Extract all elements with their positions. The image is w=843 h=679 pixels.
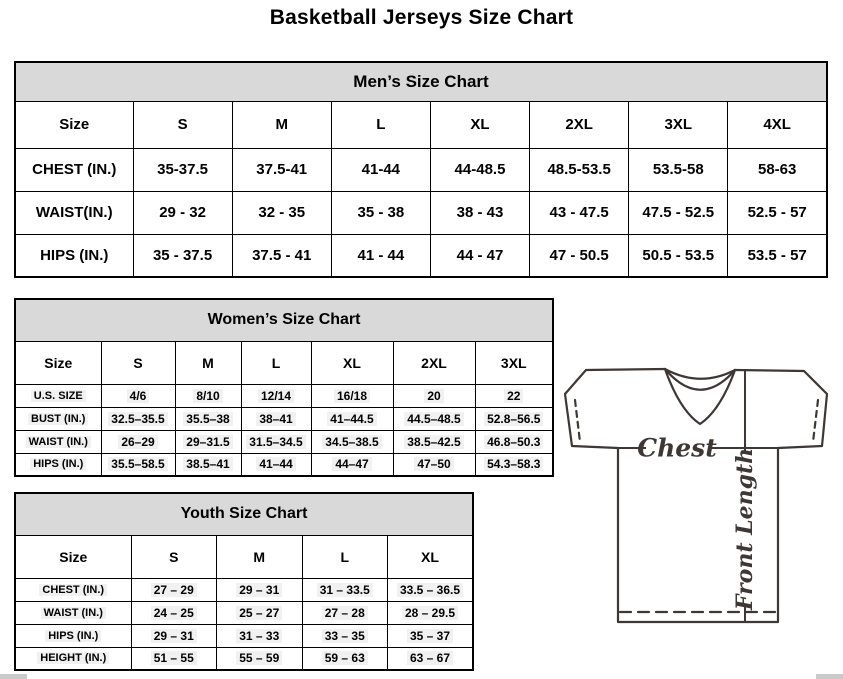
column-header: L bbox=[331, 101, 430, 148]
scrollbar-fragment-right[interactable] bbox=[816, 674, 843, 679]
table-cell: 32 - 35 bbox=[232, 191, 331, 234]
table-cell: 41–44.5 bbox=[311, 407, 393, 430]
row-label: BUST (IN.) bbox=[15, 407, 101, 430]
table-cell: 29–31.5 bbox=[175, 430, 241, 453]
table-cell: 38 - 43 bbox=[430, 191, 529, 234]
table-cell: 41 - 44 bbox=[331, 234, 430, 277]
column-header: 2XL bbox=[393, 341, 475, 384]
table-cell: 54.3–58.3 bbox=[475, 453, 553, 476]
table-cell: 38.5–41 bbox=[175, 453, 241, 476]
table-cell: 43 - 47.5 bbox=[530, 191, 629, 234]
table-cell: 35.5–38 bbox=[175, 407, 241, 430]
jersey-collar-back bbox=[665, 369, 735, 379]
table-cell: 31 – 33.5 bbox=[302, 578, 388, 601]
table-cell: 37.5-41 bbox=[232, 148, 331, 191]
table-cell: 32.5–35.5 bbox=[101, 407, 175, 430]
table-row bbox=[15, 148, 827, 191]
mens-chart-title: Men’s Size Chart bbox=[15, 62, 827, 101]
column-header: L bbox=[302, 535, 388, 578]
table-cell: 31 – 33 bbox=[217, 624, 303, 647]
table-cell: 52.5 - 57 bbox=[728, 191, 827, 234]
youth-size-chart-table bbox=[14, 492, 474, 671]
table-cell: 31.5–34.5 bbox=[241, 430, 311, 453]
column-header: M bbox=[175, 341, 241, 384]
table-cell: 47–50 bbox=[393, 453, 475, 476]
table-row bbox=[15, 234, 827, 277]
table-row bbox=[15, 601, 473, 624]
table-cell: 38.5–42.5 bbox=[393, 430, 475, 453]
table-cell: 58-63 bbox=[728, 148, 827, 191]
table-cell: 33.5 – 36.5 bbox=[388, 578, 474, 601]
row-label: HIPS (IN.) bbox=[15, 453, 101, 476]
sleeve-seam-dash-left bbox=[575, 400, 580, 442]
jersey-measurement-diagram bbox=[558, 358, 830, 624]
table-cell: 38–41 bbox=[241, 407, 311, 430]
column-header: Size bbox=[15, 535, 131, 578]
column-header: XL bbox=[311, 341, 393, 384]
table-cell: 41–44 bbox=[241, 453, 311, 476]
sleeve-seam-dash-right bbox=[813, 400, 818, 442]
table-cell: 44–47 bbox=[311, 453, 393, 476]
table-cell: 48.5-53.5 bbox=[530, 148, 629, 191]
table-cell: 35 – 37 bbox=[388, 624, 474, 647]
table-row bbox=[15, 384, 553, 407]
table-row bbox=[15, 191, 827, 234]
column-header: L bbox=[241, 341, 311, 384]
column-header: 3XL bbox=[475, 341, 553, 384]
column-header: M bbox=[217, 535, 303, 578]
table-row bbox=[15, 535, 473, 578]
table-cell: 4/6 bbox=[101, 384, 175, 407]
table-cell: 55 – 59 bbox=[217, 647, 303, 670]
table-cell: 26–29 bbox=[101, 430, 175, 453]
row-label: HIPS (IN.) bbox=[15, 234, 133, 277]
table-cell: 46.8–50.3 bbox=[475, 430, 553, 453]
table-cell: 35 - 38 bbox=[331, 191, 430, 234]
table-cell: 25 – 27 bbox=[217, 601, 303, 624]
column-header: Size bbox=[15, 101, 133, 148]
table-cell: 47.5 - 52.5 bbox=[629, 191, 728, 234]
table-cell: 51 – 55 bbox=[131, 647, 217, 670]
womens-chart-title: Women’s Size Chart bbox=[15, 299, 553, 341]
column-header: 4XL bbox=[728, 101, 827, 148]
table-row bbox=[15, 430, 553, 453]
table-cell: 8/10 bbox=[175, 384, 241, 407]
row-label: WAIST (IN.) bbox=[15, 430, 101, 453]
table-cell: 27 – 28 bbox=[302, 601, 388, 624]
table-cell: 16/18 bbox=[311, 384, 393, 407]
row-label: U.S. SIZE bbox=[15, 384, 101, 407]
table-cell: 27 – 29 bbox=[131, 578, 217, 601]
table-cell: 52.8–56.5 bbox=[475, 407, 553, 430]
front-length-label: Front Length bbox=[732, 447, 758, 611]
table-cell: 37.5 - 41 bbox=[232, 234, 331, 277]
table-cell: 12/14 bbox=[241, 384, 311, 407]
table-row bbox=[15, 578, 473, 601]
row-label: WAIST (IN.) bbox=[15, 601, 131, 624]
table-row bbox=[15, 624, 473, 647]
column-header: S bbox=[101, 341, 175, 384]
table-cell: 24 – 25 bbox=[131, 601, 217, 624]
table-cell: 29 – 31 bbox=[217, 578, 303, 601]
youth-chart-title: Youth Size Chart bbox=[15, 493, 473, 535]
table-cell: 28 – 29.5 bbox=[388, 601, 474, 624]
chest-label: Chest bbox=[637, 433, 717, 463]
column-header: S bbox=[133, 101, 232, 148]
table-cell: 63 – 67 bbox=[388, 647, 474, 670]
table-cell: 47 - 50.5 bbox=[530, 234, 629, 277]
page-title: Basketball Jerseys Size Chart bbox=[269, 6, 574, 29]
column-header: 3XL bbox=[629, 101, 728, 148]
jersey-vneck bbox=[665, 369, 735, 424]
table-cell: 33 – 35 bbox=[302, 624, 388, 647]
column-header: 2XL bbox=[530, 101, 629, 148]
table-cell: 50.5 - 53.5 bbox=[629, 234, 728, 277]
table-cell: 34.5–38.5 bbox=[311, 430, 393, 453]
row-label: CHEST (IN.) bbox=[15, 578, 131, 601]
table-cell: 53.5-58 bbox=[629, 148, 728, 191]
table-cell: 53.5 - 57 bbox=[728, 234, 827, 277]
table-cell: 35-37.5 bbox=[133, 148, 232, 191]
table-cell: 35.5–58.5 bbox=[101, 453, 175, 476]
table-row bbox=[15, 647, 473, 670]
table-cell: 35 - 37.5 bbox=[133, 234, 232, 277]
column-header: M bbox=[232, 101, 331, 148]
table-cell: 29 – 31 bbox=[131, 624, 217, 647]
table-cell: 44.5–48.5 bbox=[393, 407, 475, 430]
column-header: S bbox=[131, 535, 217, 578]
column-header: XL bbox=[430, 101, 529, 148]
mens-size-chart-table bbox=[14, 61, 828, 278]
row-label: WAIST(IN.) bbox=[15, 191, 133, 234]
table-cell: 44-48.5 bbox=[430, 148, 529, 191]
table-row bbox=[15, 453, 553, 476]
row-label: HEIGHT (IN.) bbox=[15, 647, 131, 670]
scrollbar-fragment-left[interactable] bbox=[0, 674, 27, 679]
table-cell: 59 – 63 bbox=[302, 647, 388, 670]
jersey-outline bbox=[565, 369, 827, 622]
table-row bbox=[15, 341, 553, 384]
column-header: XL bbox=[388, 535, 474, 578]
table-cell: 20 bbox=[393, 384, 475, 407]
table-row bbox=[15, 407, 553, 430]
row-label: HIPS (IN.) bbox=[15, 624, 131, 647]
row-label: CHEST (IN.) bbox=[15, 148, 133, 191]
table-row bbox=[15, 101, 827, 148]
table-cell: 22 bbox=[475, 384, 553, 407]
table-cell: 41-44 bbox=[331, 148, 430, 191]
table-cell: 44 - 47 bbox=[430, 234, 529, 277]
womens-size-chart-table bbox=[14, 298, 554, 477]
column-header: Size bbox=[15, 341, 101, 384]
table-cell: 29 - 32 bbox=[133, 191, 232, 234]
